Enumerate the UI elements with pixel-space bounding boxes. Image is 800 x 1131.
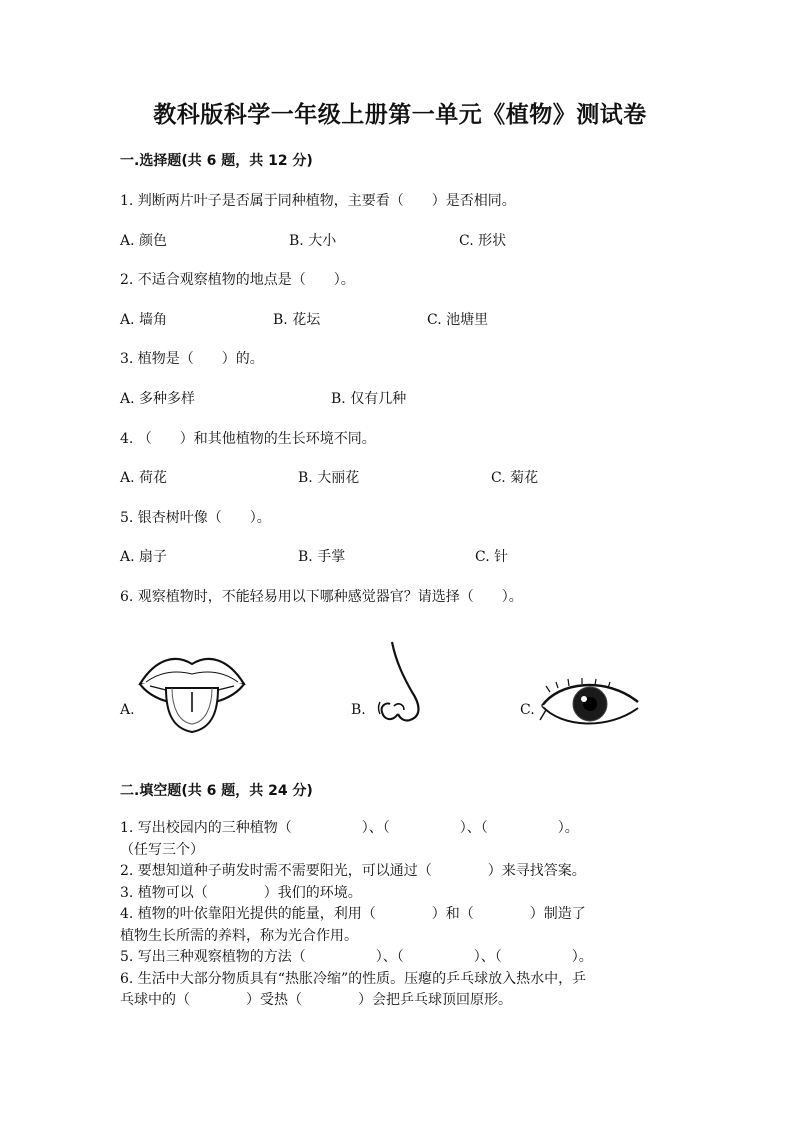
question-4: 4. （ ）和其他植物的生长环境不同。 (120, 431, 376, 447)
question-4-option-b: B. 大丽花 (298, 470, 360, 486)
fill-question-1: 1. 写出校园内的三种植物（ ）、（ ）、（ ）。 (120, 820, 579, 836)
fill-in-questions (120, 818, 680, 1012)
question-5-option-c: C. 针 (475, 549, 509, 565)
question-2-option-b: B. 花坛 (273, 312, 321, 328)
question-5-option-b: B. 手掌 (298, 549, 346, 565)
question-4-option-a: A. 荷花 (120, 470, 168, 486)
question-2-option-a: A. 墙角 (120, 312, 168, 328)
tongue-mouth-icon (136, 648, 248, 736)
question-5-option-a: A. 扇子 (120, 549, 168, 565)
question-6-option-c: C. (520, 702, 535, 718)
question-2: 2. 不适合观察植物的地点是（ ）。 (120, 272, 355, 288)
section-heading-choice: 一.选择题(共 6 题，共 12 分) (120, 153, 313, 169)
question-1-option-c: C. 形状 (459, 233, 507, 249)
question-3-option-a: A. 多种多样 (120, 391, 196, 407)
question-4-option-c: C. 菊花 (491, 470, 539, 486)
question-1: 1. 判断两片叶子是否属于同种植物，主要看（ ）是否相同。 (120, 193, 516, 209)
fill-question-2: 2. 要想知道种子萌发时需不需要阳光，可以通过（ ）来寻找答案。 (120, 863, 586, 879)
section-heading-fill: 二.填空题(共 6 题，共 24 分) (120, 783, 313, 799)
fill-question-6: 6. 生活中大部分物质具有“热胀冷缩”的性质。压瘪的乒乓球放入热水中，乒 (120, 970, 587, 987)
fill-question-4: 4. 植物的叶依靠阳光提供的能量，利用（ ）和（ ）制造了 (120, 906, 586, 922)
page-title: 教科版科学一年级上册第一单元《植物》测试卷 (153, 102, 647, 128)
question-2-option-c: C. 池塘里 (427, 312, 489, 328)
nose-icon (374, 640, 428, 732)
question-6-option-a: A. (120, 702, 135, 718)
question-6-option-b: B. (351, 702, 366, 718)
fill-question-3: 3. 植物可以（ ）我们的环境。 (120, 884, 362, 901)
fill-question-5: 5. 写出三种观察植物的方法（ ）、（ ）、（ ）。 (120, 949, 593, 965)
eye-icon (538, 678, 642, 734)
fill-question-4-continued: 植物生长所需的养料，称为光合作用。 (120, 927, 358, 944)
fill-question-1-continued: （任写三个） (120, 841, 204, 858)
question-6: 6. 观察植物时，不能轻易用以下哪种感觉器官？请选择（ ）。 (120, 589, 523, 605)
question-1-option-a: A. 颜色 (120, 233, 168, 249)
question-5: 5. 银杏树叶像（ ）。 (120, 510, 271, 526)
question-3: 3. 植物是（ ）的。 (120, 351, 264, 367)
question-1-option-b: B. 大小 (289, 233, 337, 249)
fill-question-6-continued: 乓球中的（ ）受热（ ）会把乒乓球顶回原形。 (120, 992, 512, 1008)
question-3-option-b: B. 仅有几种 (331, 391, 407, 407)
